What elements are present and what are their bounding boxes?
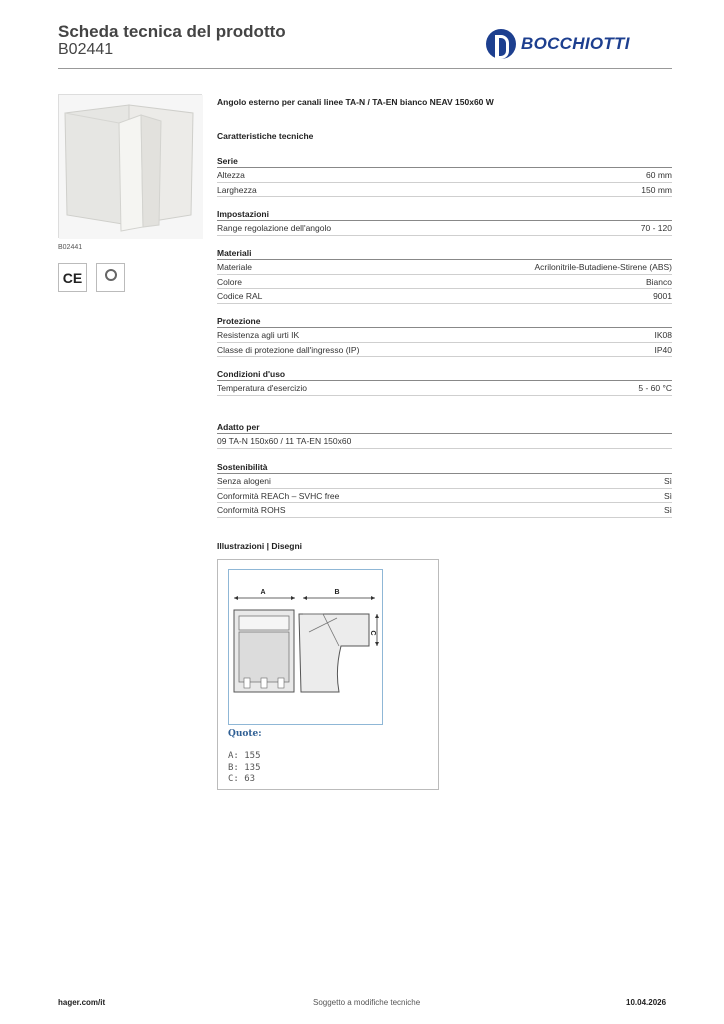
section-title: Protezione xyxy=(217,315,672,328)
technical-drawing xyxy=(217,559,439,790)
dim-label-a: A xyxy=(260,589,266,596)
spec-row xyxy=(217,381,672,396)
spec-value: 150 mm xyxy=(641,184,672,195)
spec-label: Codice RAL xyxy=(217,291,263,301)
dim-label-c: C xyxy=(369,630,376,636)
spec-label: Larghezza xyxy=(217,184,257,195)
spec-value: IK08 xyxy=(654,330,672,340)
section-title: Impostazioni xyxy=(217,208,672,221)
spec-row xyxy=(217,260,672,275)
footer-notice: Soggetto a modifiche tecniche xyxy=(313,998,421,1007)
section-title: Materiali xyxy=(217,247,672,260)
spec-value: Sì xyxy=(663,505,672,515)
section-protezione xyxy=(217,315,672,357)
spec-label: 09 TA-N 150x60 / 11 TA-EN 150x60 xyxy=(217,436,352,446)
product-photo xyxy=(58,94,202,238)
spec-value: Acrilonitrile-Butadiene-Stirene (ABS) xyxy=(534,262,672,272)
characteristics-title: Caratteristiche tecniche xyxy=(217,131,314,141)
spec-label: Materiale xyxy=(217,262,252,272)
footer-date: 10.04.2026 xyxy=(626,998,667,1007)
brand-logo xyxy=(486,28,668,60)
quote-c: C: 63 xyxy=(228,774,256,784)
section-title: Serie xyxy=(217,155,672,168)
header-divider xyxy=(58,68,672,69)
section-materiali xyxy=(217,247,672,304)
spec-row xyxy=(217,183,672,198)
bocchiotti-logo-icon xyxy=(486,29,516,59)
section-title: Sostenibilità xyxy=(217,461,672,474)
spec-row xyxy=(217,474,672,489)
spec-value: IP40 xyxy=(654,344,672,355)
product-title: Angolo esterno per canali linee TA-N / TA-EN bianco NEAV 150x60 W xyxy=(217,97,494,107)
spec-value: Bianco xyxy=(646,276,672,287)
spec-row xyxy=(217,434,672,449)
section-condizioni xyxy=(217,368,672,396)
spec-label: Conformità ROHS xyxy=(217,505,286,515)
dim-label-b: B xyxy=(334,589,340,596)
section-impostazioni xyxy=(217,208,672,236)
dimension-drawing xyxy=(229,570,384,726)
spec-label: Temperatura d'esercizio xyxy=(217,383,307,393)
spec-label: Senza alogeni xyxy=(217,476,271,486)
footer-website: hager.com/it xyxy=(58,998,106,1007)
quotes-title: Quote: xyxy=(228,729,262,739)
spec-value: Sì xyxy=(663,490,672,501)
quality-mark-icon xyxy=(96,263,125,292)
spec-row xyxy=(217,489,672,504)
quote-a: A: 155 xyxy=(228,751,261,761)
spec-row xyxy=(217,275,672,290)
quote-b: B: 135 xyxy=(228,763,261,773)
spec-label: Classe di protezione dall'ingresso (IP) xyxy=(217,344,360,355)
spec-value: Sì xyxy=(663,476,672,486)
ce-mark: CE xyxy=(58,263,87,292)
spec-label: Altezza xyxy=(217,170,245,180)
photo-reference: B02441 xyxy=(58,244,83,251)
spec-row xyxy=(217,328,672,343)
spec-value: 5 - 60 °C xyxy=(638,383,672,393)
page-title: Scheda tecnica del prodotto xyxy=(58,22,286,41)
spec-row xyxy=(217,503,672,518)
product-code: B02441 xyxy=(58,41,114,58)
spec-label: Colore xyxy=(217,276,243,287)
spec-row xyxy=(217,343,672,358)
section-serie xyxy=(217,155,672,197)
section-adatto xyxy=(217,421,672,449)
spec-value: 70 - 120 xyxy=(640,223,672,233)
drawing-frame xyxy=(228,569,383,725)
spec-row xyxy=(217,168,672,183)
spec-value: 9001 xyxy=(653,291,672,301)
illustrations-title: Illustrazioni | Disegni xyxy=(217,541,303,551)
product-corner-image xyxy=(59,95,203,239)
section-title: Condizioni d'uso xyxy=(217,368,672,381)
spec-label: Resistenza agli urti IK xyxy=(217,330,300,340)
spec-label: Conformità REACh – SVHC free xyxy=(217,490,340,501)
spec-row xyxy=(217,289,672,304)
spec-label: Range regolazione dell'angolo xyxy=(217,223,332,233)
section-sostenibilita xyxy=(217,461,672,518)
section-title: Adatto per xyxy=(217,421,672,434)
spec-value: 60 mm xyxy=(646,170,672,180)
spec-row xyxy=(217,221,672,236)
logo-text: BOCCHIOTTI xyxy=(521,34,630,53)
